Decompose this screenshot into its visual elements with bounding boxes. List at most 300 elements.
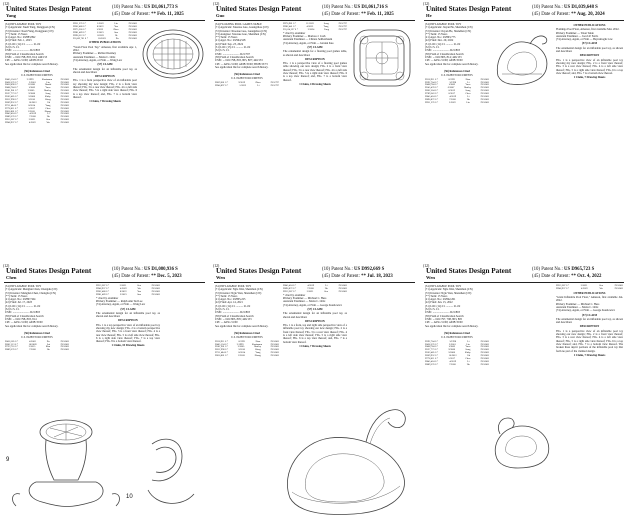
reference-cell: D21/803 [128,24,137,28]
description-heading: DESCRIPTION [579,54,600,58]
reference-cell: D21/803 [60,121,69,125]
patent-page-1 [0,0,209,261]
attorney: (74) Attorney, Agent, or Firm — Jeruian Kuo [283,41,334,45]
reference-cell: Zhang [44,109,51,113]
refs-subheading: U.S. PATENT DOCUMENTS [231,77,263,81]
reference-cell: D662,564 S * [425,89,439,93]
reference-cell: Yuen [465,83,471,87]
refs-heading: (56) References Cited [234,73,260,76]
bib-line: (58) Field of Classification Search [5,314,44,318]
reference-cell: Xu [46,339,50,343]
reference-cell: 7/2020 [307,286,314,290]
reference-cell: D612,998 S * [5,97,19,101]
reference-cell: D21/803 [480,86,489,90]
reference-cell: 7/2020 [29,115,36,119]
reference-cell: D889,570 S * [425,362,439,366]
reference-cell: Kaufmann [251,342,263,346]
bib-line: (51) LOC (14) Cl. .......... 21-02 [425,304,461,308]
reference-cell: D21/803 [60,112,69,116]
kind-code: (12) [213,2,220,6]
reference-cell: D21/803 [480,83,489,87]
refs-subheading: U.S. PATENT DOCUMENTS [21,74,53,78]
reference-cell: Hassid [44,83,52,87]
reference-cell: Yuen [465,345,471,349]
refs-table [425,341,489,367]
reference-cell: D21/803 [270,339,279,343]
description-heading: DESCRIPTION [305,57,325,61]
reference-cell: D859,601 S * [215,80,229,84]
patent-header [0,262,209,282]
reference-cell: D810,861 S * [215,354,229,358]
reference-cell: D21/803 [614,286,623,290]
reference-cell: D21/803 [270,342,279,346]
figure-label-10: 10 [126,494,133,500]
examiner: Primary Examiner — Michael C. Hess [556,302,600,306]
attorney: (74) Attorney, Agent, or Firm — Wang Law [73,58,123,62]
reference-cell: D545,478 S * [425,86,439,90]
reference-cell: D21/803 [480,100,489,104]
bib-line: (54) INFLATABLE POOL TOY [425,23,462,26]
reference-cell: 1/2022 [239,83,247,87]
inventor-name: Guo [216,13,225,18]
reference-cell: 7/2020 [449,362,456,366]
bib-line: (72) Inventor: Nglo Wen, Shenzhen (CN) [215,291,262,295]
examiner: Primary Examiner — Marissa J. Cash [283,35,326,39]
design-drawing [270,402,416,520]
refs-heading: (56) References Cited [444,70,470,73]
kind-code: (12) [423,264,430,268]
drawing-sheets: 1 Claim, 7 Drawing Sheets [573,76,606,80]
refs-heading: (56) References Cited [24,70,50,73]
reference-cell: Sun [137,292,141,296]
description-text: FIG. 1 is a front, top and right side perspective view of a inflatable pool toy showing our new design; FIG. 2 is a front view thereof; FIG. 3 is a rear view thereof; FIG. 4 is a left side view thereof; FIG. 5 is a right side view thereof; FIG. 6 is a top view thereof; and, FIG. 7 is a bottom view thereof. [283,324,347,344]
reference-cell: D845,424 S * [425,359,439,363]
reference-cell: Hu [324,286,328,290]
examiner: Primary Examiner — Tsion Tekle [556,31,594,35]
reference-cell: Guo [323,289,329,293]
reference-cell: 6/2007 [447,86,455,90]
reference-cell: 2/1999 [26,77,34,81]
bib-line: USPC ... D21/798, 803, 814 [5,317,37,321]
patent-date: (45) Date of Patent: ** Dec. 5, 2023 [112,274,182,279]
refs-column [5,69,69,125]
reference-cell: D21/803 [270,348,279,352]
reference-cell: 4/2019 [449,359,457,363]
description-heading: DESCRIPTION [95,75,115,79]
bib-line: (**) Term: 15 Years [215,294,238,298]
description-heading: DESCRIPTION [579,325,600,329]
reference-cell: 2/2005 [27,89,35,93]
reference-cell: 6/2012 [448,89,456,93]
refs-heading: (56) References Cited [24,332,50,335]
reference-cell: D789,543 S * [425,92,439,96]
bib-line: (58) Field of Classification Search [215,314,254,318]
design-drawing [490,30,554,90]
middle-column [283,23,347,87]
bib-line: (**) Term: 15 Years [425,32,448,36]
reference-cell: 2/2018 [238,354,245,358]
bib-line: (52) U.S. Cl. [215,49,230,53]
header-rule [4,282,205,283]
patent-title: United States Design Patent [216,267,302,275]
reference-cell: D669,952 S * [5,100,19,104]
reference-cell: D21/803 [60,86,69,90]
claim-text: The ornamental design for a floating pool games table, as shown and described. [283,50,347,57]
reference-cell: 4/2022 [120,286,127,290]
drawing-sheets: 1 Claim, 7 Drawing Sheets [573,353,606,357]
bib-line: USPC ........................ D21/803 [215,311,250,315]
reference-cell: Song [323,22,329,25]
reference-cell: D21/803 [480,357,489,361]
refs-table-cont [283,285,347,294]
reference-cell: 8/2014 [28,103,36,107]
reference-cell: 2/2018 [28,109,35,113]
bib-line: See application file for complete search history. [425,62,479,66]
bib-column [215,23,279,69]
reference-cell: 10/2009 [28,342,37,346]
refs-table-cont [556,285,623,291]
reference-cell: D21/803 [480,348,489,352]
reference-cell: D21/803 [338,284,347,287]
reference-cell: D21/803 [60,100,69,104]
reference-cell: D845,424 S * [283,284,297,287]
reference-cell: Lin [466,100,470,104]
reference-cell: 10/2012 [448,354,457,358]
reference-cell: Lin [46,80,50,84]
attorney: (74) Attorney, Agent, or Firm — Bayramoglu Law [556,38,613,42]
header-rule [424,282,624,283]
kind-code: (12) [213,264,220,268]
bib-line: USPC ........................ D21/803 [5,49,40,53]
reference-cell: 3/2010 [238,348,245,352]
refs-heading: (56) References Cited [234,332,260,335]
refs-table-cont [73,23,137,40]
design-drawing [348,24,416,92]
reference-cell: 8/1991 [238,339,246,343]
patent-header [420,0,628,20]
bib-column [5,23,69,66]
reference-cell: D778,011 S * [5,106,19,110]
reference-cell: 6/2023 [97,33,104,37]
reference-cell: D21/797 [338,27,347,31]
reference-cell: Oh [467,354,471,358]
description-heading: DESCRIPTION [118,319,138,323]
patent-page-5 [210,262,419,523]
bib-line: (**) Term: 15 Years [425,294,448,298]
reference-cell: D501,901 S * [5,89,19,93]
reference-cell: D21/803 [128,22,137,25]
bib-line: CPC ... A63G 31/00; A63B 35/00 [425,59,463,63]
reference-cell: 1/2017 [28,106,36,110]
other-pubs-text: "Giant Inflatable Pool Float," Amazon, first available Jan. 2022. [556,296,623,303]
claim-text: The ornamental design for an inflatable pool toy, as shown and described. [96,311,160,319]
bib-line: (**) Term: 15 Years [5,32,28,36]
bib-line: CPC ... A63G 31/00; A63B 35/00; B63B 35/73 [215,62,268,66]
reference-cell: Chen [45,106,51,110]
reference-cell: Chen [465,357,471,361]
inventor-name: Chen [6,275,17,280]
bib-line: (54) FLOATING POOL GAMES TABLE [215,23,262,26]
reference-cell: D913,387 S * [5,118,19,122]
reference-cell: Wang [255,348,261,352]
bib-line: USPC ... D21/803, 814; 446/153 [425,55,462,59]
refs-table [215,341,279,358]
description-heading: DESCRIPTION [305,319,325,323]
reference-cell: Li [467,359,470,363]
reference-cell: D21/803 [151,284,160,287]
reference-cell: 3/2015 [28,345,36,349]
patent-title: United States Design Patent [6,5,92,13]
reference-cell: D21/803 [128,30,137,34]
bib-line: (72) Inventor: Xiaoxue Guo, Guangzhou (CN) [215,29,268,33]
bib-line: (51) LOC (14) Cl. .......... 21-02 [425,42,461,46]
bib-line: (**) Term: 15 Years [215,36,238,40]
refs-table-cont [283,23,347,32]
reference-cell: D21/803 [151,292,160,296]
description-text: FIG. 1 is a perspective view of an inflatable pool toy showing our new design; FIG. 2 is a front view thereof; FIG. 3 is a rear view thereof; FIG. 4 is a left side view thereof; FIG. 5 is a right side view thereof; FIG. 6 is a top view thereof; and, FIG. 7 is a bottom view thereof. The broken lines depict portions of the inflatable pool toy that form no part of the claimed design. [556,329,623,353]
reference-cell: D990,512 S * [73,33,87,37]
reference-cell: Kirby [44,95,51,99]
patent-date: (45) Date of Patent: ** Jul. 18, 2023 [322,274,393,279]
claim-heading: (57) CLAIM [120,307,136,311]
reference-cell: 4/2023 [306,24,314,28]
reference-cell: Li [47,112,50,116]
reference-cell: D21/803 [60,342,69,346]
bib-line: (51) LOC (15) Cl. .......... 21-02 [215,46,251,50]
reference-cell: D962,488 S * [73,24,87,28]
assistant-examiner: Assistant Examiner — Maria C. Ortiz [283,300,326,304]
reference-cell: D438,576 S * [5,80,19,84]
bib-line: (21) Appl. No.: 29/842,261 [425,298,456,302]
patent-number: (10) Patent No.: US D965,723 S [532,267,595,272]
reference-cell: D913,387 S * [556,284,570,287]
inventor-name: He [426,13,432,18]
other-pubs-text: "Swan Float Pool Toy," Amazon, first available Apr. 1, 2022. [73,45,137,53]
reference-cell: Hu [466,97,470,101]
reference-cell: Li [257,83,260,87]
bib-line: USPC ........................ D21/797 [215,52,250,56]
reference-row [425,102,489,105]
patent-number: (10) Patent No.: US D1,061,716 S [322,5,388,10]
reference-cell: D21/803 [60,345,69,349]
patent-page-6 [420,262,628,523]
bib-line: (22) Filed: Dec. 20, 2022 [425,39,454,43]
right-column [556,23,623,80]
reference-cell: D669,952 S * [425,354,439,358]
reference-cell: D981,489 S * [73,30,87,34]
patent-title: United States Design Patent [216,5,302,13]
reference-cell: He [114,33,118,37]
examiner: Primary Examiner — Michael C. Hess [283,297,327,301]
reference-cell: Wu [137,286,141,290]
reference-cell: D563,485 S * [5,95,19,99]
reference-cell: Zhou [255,80,261,84]
reference-cell: 4/2019 [449,95,457,99]
reference-cell: D21/803 [480,359,489,363]
reference-cell: 7/2020 [449,97,456,101]
reference-cell: Hu [466,362,470,366]
patent-header [210,262,419,282]
claim-heading: (57) CLAIM [582,313,597,317]
reference-cell: D438,576 S * [425,342,439,346]
bib-line: USPC ........................ D21/803 [5,311,40,315]
patent-number: (10) Patent No.: US D992,669 S [322,267,385,272]
reference-cell: 8/2022 [96,24,104,28]
reference-cell: D21/803 [128,27,137,31]
bib-line: (22) Filed: Sep. 23, 2024 [215,42,243,46]
attorney: (74) Attorney, Agent, or Firm — George Kondowicz [283,303,342,307]
reference-cell: D450,098 S * [5,83,19,87]
refs-heading: (56) References Cited [444,332,470,335]
reference-cell: 4/2002 [29,339,36,343]
reference-cell: Song [465,89,471,93]
reference-cell: D21/803 [338,286,347,290]
table-base [29,482,103,507]
reference-cell: Song [465,348,471,352]
inventor-name: Yang [6,13,16,18]
reference-cell: D1,002,761 S * [73,36,89,40]
reference-cell: Lin [466,342,470,346]
reference-cell: Kaufmann [41,77,53,81]
reference-cell: D392,704 S * [425,80,439,84]
reference-cell: D962,488 S * [96,289,110,293]
reference-cell: 3/2021 [28,118,36,122]
reference-cell: D21/797 [338,24,347,28]
refs-subheading: U.S. PATENT DOCUMENTS [21,336,53,340]
reference-cell: Guo [598,284,604,287]
reference-cell: D527,773 S * [5,92,19,96]
reference-cell: D1,014,327 S * [283,27,299,31]
reference-cell: D21/803 [60,80,69,84]
reference-cell: Lai [46,342,51,346]
claim-text: The ornamental design for an inflatable pool toy, as shown and described. [556,46,623,54]
reference-cell: Yan [137,289,141,293]
bib-line: (21) Appl. No.: 29/863,775 [425,36,456,40]
patent-page-3 [420,0,628,261]
claim-heading: (57) CLAIM [307,45,323,49]
bib-line: See application file for complete search history. [5,62,59,66]
figure-label-9: 9 [6,457,10,463]
reference-cell: Guo [45,118,51,122]
examiner: Primary Examiner — Ralph Ann Ted Lee [96,299,143,303]
drawing-sheets: 1 Claim, 4 Drawing Sheets [299,82,331,86]
reference-cell: Zhang [254,354,261,358]
reference-cell: Wang [45,97,51,101]
patent-date: (45) Date of Patent: ** Feb. 11, 2025 [322,12,394,17]
reference-cell: Guo [136,284,142,287]
reference-cell: D21/803 [480,351,489,355]
reference-cell: 6/2017 [448,92,456,96]
patent-number: (10) Patent No.: US D1,080,936 S [112,267,178,272]
reference-cell: D468,784 S * [425,345,439,349]
assistant-examiner: Assistant Examiner — Maria C. Ortiz [556,306,599,309]
reference-cell: 3/2023 [96,30,104,34]
assistant-examiner: Assistant Examiner — Chitara Seiffenbaum [283,38,333,42]
reference-cell: 4/2022 [581,286,588,290]
assistant-examiner: Assistant Examiner — Maria C. Ortiz [73,55,116,59]
reference-cell: D21/797 [338,22,347,25]
bib-line: (58) Field of Classification Search [425,52,464,56]
bib-line: (52) U.S. Cl. [5,46,20,50]
reference-cell: D889,570 S * [5,348,19,352]
refs-column [215,331,279,358]
bib-line: (21) Appl. No.: 29/964,528 [215,39,246,43]
reference-cell: D778,011 S * [425,357,439,361]
bib-line: (51) LOC (14) Cl. .......... 21-02 [215,304,251,308]
reference-cell: Hartley [463,86,472,90]
reference-cell: 2/2005 [237,345,245,349]
reference-cell: D468,784 S * [5,86,19,90]
reference-cell: 10/2012 [28,100,37,104]
reference-cell: D21/797 [270,83,279,87]
reference-cell: D951,376 S * [73,22,87,25]
reference-cell: D21/803 [60,109,69,113]
refs-subheading: U.S. PATENT DOCUMENTS [441,74,473,78]
reference-cell: Ham [255,339,261,343]
header-rule [214,20,415,21]
reference-cell: Chen [465,92,471,96]
header-rule [214,282,415,283]
reference-cell: D21/803 [270,345,279,349]
middle-column [73,23,137,104]
refs-table [5,79,69,126]
bib-column [5,285,69,328]
reference-cell: 4/2022 [29,121,36,125]
reference-cell: D563,485 S * [425,351,439,355]
bib-column [215,285,279,328]
refs-table [215,82,279,88]
patent-date: (45) Date of Patent: ** Oct. 4, 2022 [532,274,602,279]
reference-cell: 3/2023 [119,292,127,296]
reference-cell: D940,897 S * [215,83,229,87]
reference-cell: D21/803 [480,342,489,346]
design-drawing [6,410,206,522]
reference-cell: Hu [46,115,50,119]
reference-cell: D21/803 [614,284,623,287]
reference-cell: D21/803 [480,362,489,366]
reference-cell: D602,113 S * [5,342,19,346]
float-body [495,426,549,468]
reference-cell: D405,134 S * [5,77,19,81]
claim-heading: (57) CLAIM [97,63,113,67]
reference-cell: 9/2019 [238,80,246,84]
reference-cell: 3/1998 [449,80,457,84]
cited-note: * cited by examiner [96,296,119,300]
patent-title: United States Design Patent [426,267,512,275]
reference-cell: D951,376 S * [425,100,439,104]
claim-text: The ornamental design for an inflatable pool toy, as shown and described. [73,67,137,74]
refs-table-cont [96,285,160,297]
reference-cell: Kirby [464,351,471,355]
reference-cell: D21/803 [480,80,489,84]
bib-line: See application file for complete search history. [215,324,269,328]
patent-header [420,262,628,282]
design-drawing [490,412,554,472]
reference-cell: D21/803 [60,77,69,81]
reference-cell: 2/2024 [307,27,315,31]
bib-line: (51) LOC (14) Cl. .......... 21-02 [5,304,41,308]
reference-cell: 11/2022 [306,22,314,25]
kind-code: (12) [423,2,430,6]
reference-cell: 8/1991 [448,77,456,81]
reference-row [73,38,137,41]
bib-line: (52) U.S. Cl. [425,308,440,312]
reference-cell: D725,716 S * [5,345,19,349]
reference-cell: 1/2003 [448,83,456,87]
reference-cell: D21/803 [480,92,489,96]
reference-cell: D21/803 [480,97,489,101]
reference-cell: 8/2014 [238,351,246,355]
